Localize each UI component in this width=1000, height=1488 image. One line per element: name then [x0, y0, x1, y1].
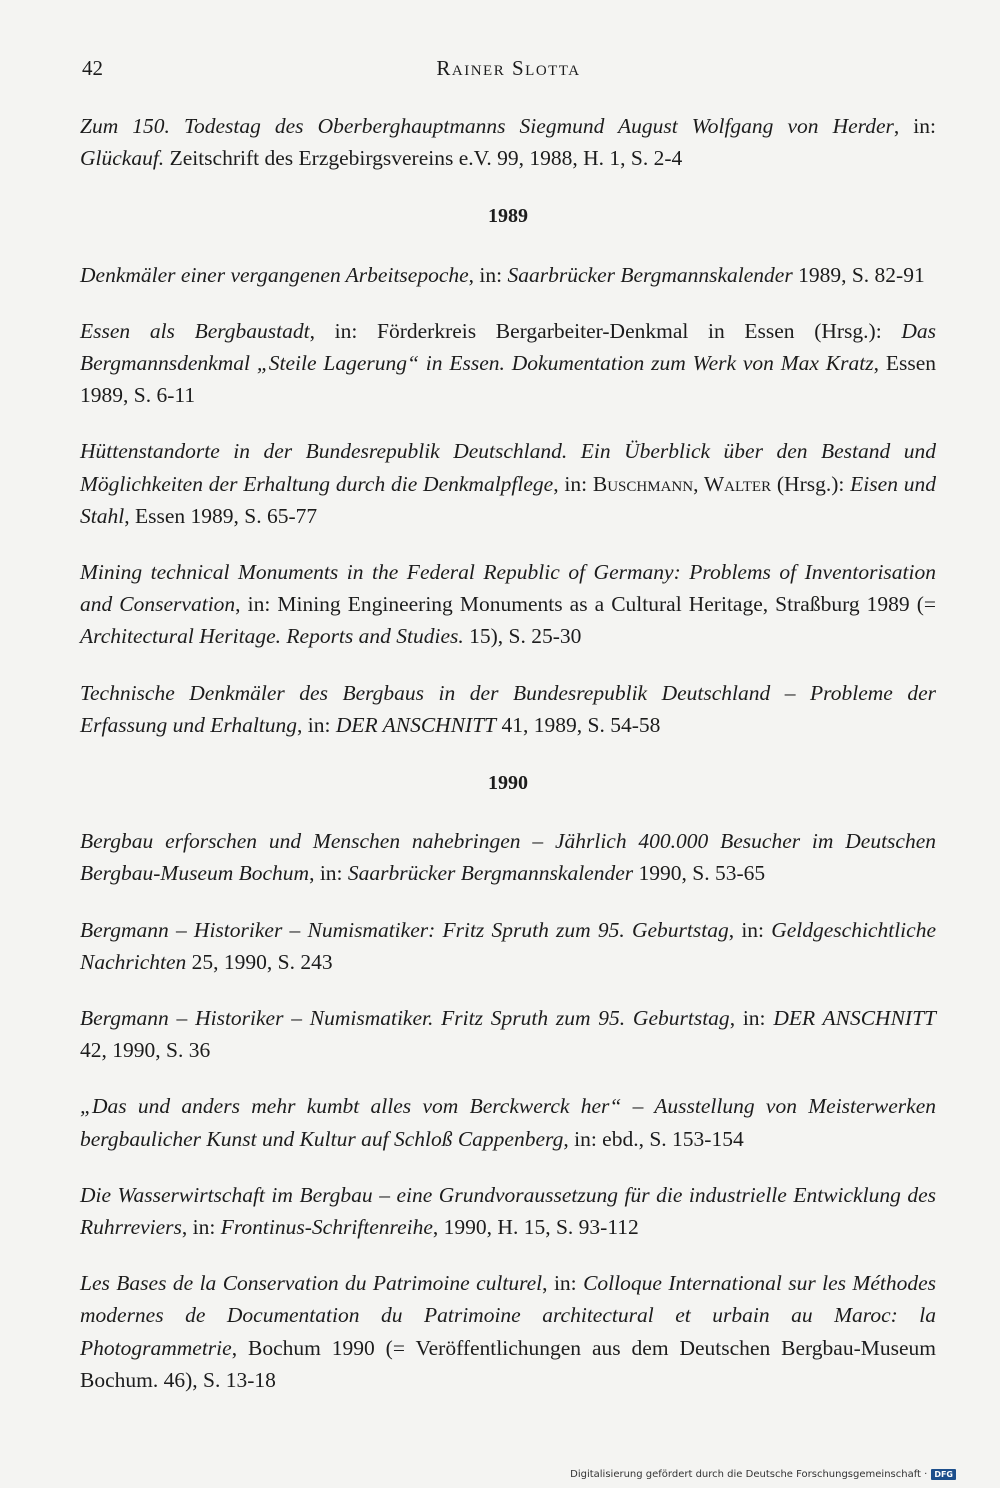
- running-head: [82, 56, 935, 86]
- bibliography-entry: Mining technical Monuments in the Federal Republic of Germany: Problems of Inventorisation and Conservation, in: Mining Engineering Monuments as a Cultural Heritage, Straßburg 1989 (= Architectural Heritage. Reports and Studies. 15), S. 25-30: [80, 560, 936, 649]
- page-number: 42: [82, 56, 103, 80]
- running-head-author: Rainer Slotta: [436, 56, 581, 80]
- year-heading-1989: 1989: [488, 205, 528, 228]
- year-heading-1990: 1990: [488, 772, 528, 795]
- bibliography-entry: Bergmann – Historiker – Numismatiker. Fritz Spruth zum 95. Geburtstag, in: DER ANSCHNITT 42, 1990, S. 36: [80, 1006, 936, 1063]
- digitization-footer: [570, 1469, 956, 1480]
- bibliography-entry: Bergmann – Historiker – Numismatiker: Fritz Spruth zum 95. Geburtstag, in: Geldgeschichtliche Nachrichten 25, 1990, S. 243: [80, 917, 936, 974]
- bibliography-entry: Zum 150. Todestag des Oberberghauptmanns Siegmund August Wolfgang von Herder, in: Glückauf. Zeitschrift des Erzgebirgsvereins e.V. 99, 1988, H. 1, S. 2-4: [80, 114, 936, 171]
- bibliography-entry: Denkmäler einer vergangenen Arbeitsepoche, in: Saarbrücker Bergmannskalender 1989, S. 82-91: [80, 262, 925, 287]
- footer-text: Digitalisierung gefördert durch die Deutsche Forschungsgemeinschaft ·: [570, 1469, 928, 1480]
- dfg-logo-icon: DFG: [931, 1469, 956, 1480]
- bibliography-entry: Hüttenstandorte in der Bundesrepublik Deutschland. Ein Überblick über den Bestand und Möglichkeiten der Erhaltung durch die Denkmalpflege, in: Buschmann, Walter (Hrsg.): Eisen und Stahl, Essen 1989, S. 65-77: [80, 439, 936, 528]
- bibliography-entry: Essen als Bergbaustadt, in: Förderkreis Bergarbeiter-Denkmal in Essen (Hrsg.): Das Bergmannsdenkmal „Steile Lagerung“ in Essen. Dokumentation zum Werk von Max Kratz, Essen 1989, S. 6-11: [80, 318, 936, 408]
- bibliography-content: [80, 110, 936, 1420]
- bibliography-entry: Bergbau erforschen und Menschen nahebringen – Jährlich 400.000 Besucher im Deutschen Bergbau-Museum Bochum, in: Saarbrücker Bergmannskalender 1990, S. 53-65: [80, 829, 936, 886]
- bibliography-entry: Technische Denkmäler des Bergbaus in der Bundesrepublik Deutschland – Probleme der Erfassung und Erhaltung, in: DER ANSCHNITT 41, 1989, S. 54-58: [80, 680, 936, 737]
- bibliography-entry: Die Wasserwirtschaft im Bergbau – eine Grundvoraussetzung für die industrielle Entwicklung des Ruhrreviers, in: Frontinus-Schriftenreihe, 1990, H. 15, S. 93-112: [80, 1182, 936, 1240]
- bibliography-entry: „Das und anders mehr kumbt alles vom Berckwerck her“ – Ausstellung von Meisterwerken bergbaulicher Kunst und Kultur auf Schloß Cappenberg, in: ebd., S. 153-154: [80, 1094, 936, 1151]
- author-small-caps: Buschmann, Walter: [592, 471, 772, 496]
- bibliography-entry: Les Bases de la Conservation du Patrimoine culturel, in: Colloque International sur les Méthodes modernes de Documentation du Patrimoine architectural et urbain au Maroc: la Photogrammetrie, Bochum 1990 (= Veröffentlichungen aus dem Deutschen Bergbau-Museum Bochum. 46), S. 13-18: [80, 1271, 937, 1392]
